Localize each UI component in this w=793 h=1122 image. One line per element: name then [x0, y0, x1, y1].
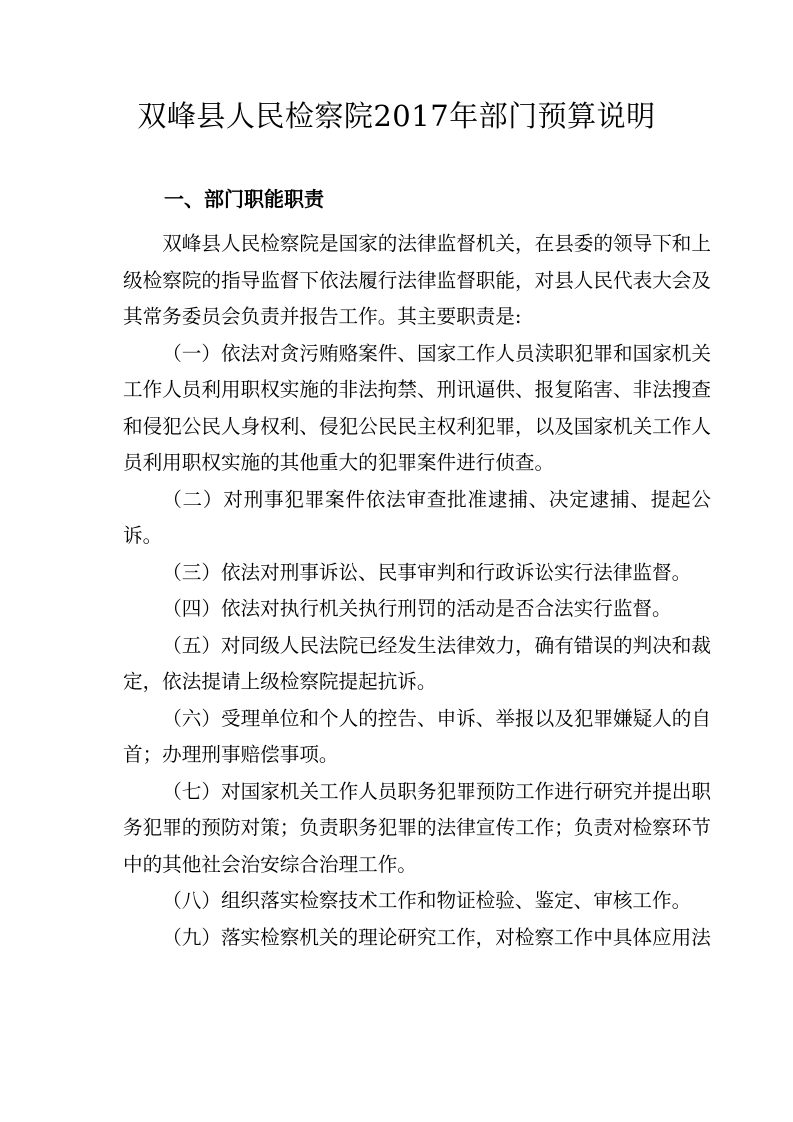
duty-item-6: （六）受理单位和个人的控告、申诉、举报以及犯罪嫌疑人的自首；办理刑事赔偿事项。: [123, 706, 711, 766]
document-body: [123, 226, 711, 956]
duty-item-3: （三）依法对刑事诉讼、民事审判和行政诉讼实行法律监督。: [162, 560, 692, 584]
duty-item-8: （八）组织落实检察技术工作和物证检验、鉴定、审核工作。: [162, 889, 692, 912]
intro-paragraph: 双峰县人民检察院是国家的法律监督机关，在县委的领导下和上级检察院的指导监督下依法履行法律监督职能，对县人民代表大会及其常务委员会负责并报告工作。其主要职责是:: [123, 232, 711, 328]
document-title: 双峰县人民检察院2017年部门预算说明: [137, 99, 656, 133]
duty-item-2: （二）对刑事犯罪案件依法审查批准逮捕、决定逮捕、提起公诉。: [123, 487, 711, 547]
duty-item-7: （七）对国家机关工作人员职务犯罪预防工作进行研究并提出职务犯罪的预防对策；负责职务犯罪的法律宣传工作；负责对检察环节中的其他社会治安综合治理工作。: [123, 779, 711, 876]
duty-item-5: （五）对同级人民法院已经发生法律效力，确有错误的判决和裁定，依法提请上级检察院提起抗诉。: [123, 633, 711, 693]
duty-item-1: （一）依法对贪污贿赂案件、国家工作人员渎职犯罪和国家机关工作人员利用职权实施的非法拘禁、刑讯逼供、报复陷害、非法搜查和侵犯公民人身权利、侵犯公民民主权利犯罪，以及国家机关工作人员利用职权实施的其他重大的犯罪案件进行侦查。: [123, 341, 711, 474]
duty-item-4: （四）依法对执行机关执行刑罚的活动是否合法实行监督。: [162, 597, 672, 620]
duty-item-9: （九）落实检察机关的理论研究工作，对检察工作中具体应用法: [162, 925, 711, 949]
section-heading: 一、部门职能职责: [164, 187, 324, 211]
